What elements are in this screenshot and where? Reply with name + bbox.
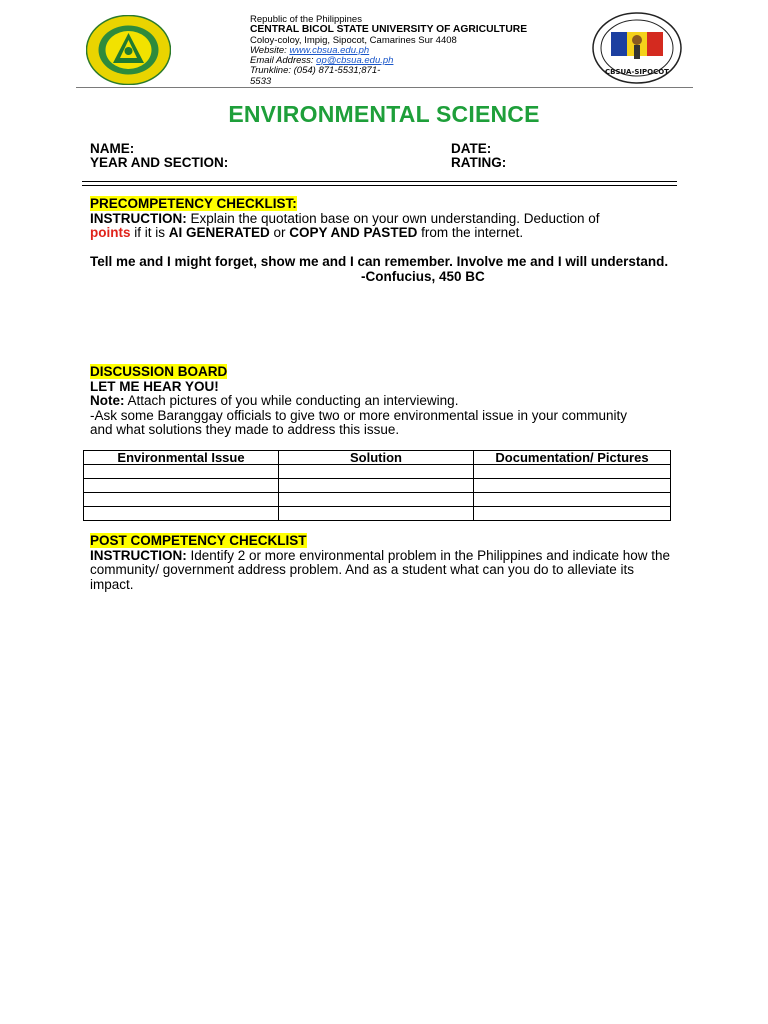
ai-generated-text: AI GENERATED: [168, 225, 270, 241]
instruction-text-2: if it is: [130, 225, 169, 241]
email-label: Email Address:: [250, 55, 314, 67]
table-cell[interactable]: [84, 479, 279, 493]
page-title: ENVIRONMENTAL SCIENCE: [228, 101, 540, 127]
precompetency-instruction: [90, 212, 676, 241]
table-cell[interactable]: [279, 479, 474, 493]
table-header-documentation: Documentation/ Pictures: [474, 451, 671, 465]
republic-text: Republic of the Philippines: [250, 14, 362, 25]
table-cell[interactable]: [474, 479, 671, 493]
table-cell[interactable]: [279, 507, 474, 521]
double-rule-top: [82, 181, 677, 182]
table-row: [84, 507, 671, 521]
copy-pasted-text: COPY AND PASTED: [289, 225, 418, 241]
note-line: [90, 394, 676, 409]
table-row: [84, 493, 671, 507]
points-text: points: [90, 225, 131, 241]
rating-label: RATING:: [451, 155, 507, 170]
table-row: [84, 465, 671, 479]
table-cell[interactable]: [84, 507, 279, 521]
table-cell[interactable]: [279, 493, 474, 507]
interview-table: [83, 450, 671, 521]
table-cell[interactable]: [279, 465, 474, 479]
table-row: [84, 479, 671, 493]
university-seal-logo: [86, 15, 171, 85]
post-competency-instruction: [90, 549, 676, 593]
double-rule-bottom: [82, 185, 677, 186]
university-header: [250, 15, 570, 87]
discussion-heading: DISCUSSION BOARD: [90, 364, 228, 379]
table-header-row: [84, 451, 671, 465]
quote-attribution: -Confucius, 450 BC: [361, 268, 485, 284]
website-label: Website:: [250, 44, 287, 56]
table-cell[interactable]: [474, 493, 671, 507]
table-header-issue: Environmental Issue: [84, 451, 279, 465]
year-section-label: YEAR AND SECTION:: [90, 155, 229, 170]
post-competency-heading: POST COMPETENCY CHECKLIST: [90, 533, 307, 548]
table-cell[interactable]: [474, 507, 671, 521]
right-logo-caption: CBSUA-SIPOCOT: [605, 68, 669, 76]
website-link[interactable]: www.cbsua.edu.ph: [289, 44, 370, 56]
instruction-label: INSTRUCTION:: [90, 210, 187, 226]
instruction-text-1: Explain the quotation base on your own understanding. Deduction of: [186, 210, 600, 226]
university-name: CENTRAL BICOL STATE UNIVERSITY OF AGRICULTURE: [250, 24, 528, 36]
note-label: Note:: [90, 393, 125, 409]
note-text: Attach pictures of you while conducting an interviewing.: [124, 393, 459, 409]
date-label: DATE:: [451, 141, 492, 156]
discussion-subheading: LET ME HEAR YOU!: [90, 378, 219, 394]
post-competency-section: [90, 534, 676, 592]
trunkline-text: Trunkline: (054) 871-5531;871-: [250, 65, 381, 77]
quote-text: Tell me and I might forget, show me and I can remember. Involve me and I will understand.: [90, 254, 669, 270]
header-divider: [76, 87, 693, 88]
trunkline-text-cont: 5533: [250, 75, 272, 87]
name-label: NAME:: [90, 141, 135, 156]
table-cell[interactable]: [84, 493, 279, 507]
precompetency-heading: PRECOMPETENCY CHECKLIST:: [90, 196, 297, 211]
table-cell[interactable]: [84, 465, 279, 479]
instruction-text-3: or: [269, 225, 290, 241]
instruction-text-4: from the internet.: [417, 225, 524, 241]
svg-text:CBSUA-SIPOCOT: [605, 68, 669, 76]
address-text: Coloy-coloy, Impig, Sipocot, Camarines Sur 4408: [250, 34, 457, 46]
table-cell[interactable]: [474, 465, 671, 479]
post-instruction-text: Identify 2 or more environmental problem in the Philippines and indicate how the community/ government address problem. And as a student what can you do to alleviate its impact.: [90, 547, 671, 592]
precompetency-section: [90, 197, 676, 285]
discussion-section: [90, 365, 676, 438]
table-header-solution: Solution: [279, 451, 474, 465]
task-text: -Ask some Baranggay officials to give two or more environmental issue in your community and what solutions they made to address this issue.: [90, 407, 627, 438]
criminology-seal-logo: [592, 12, 682, 84]
post-instruction-label: INSTRUCTION:: [90, 547, 187, 563]
email-link[interactable]: op@cbsua.edu.ph: [316, 55, 394, 67]
